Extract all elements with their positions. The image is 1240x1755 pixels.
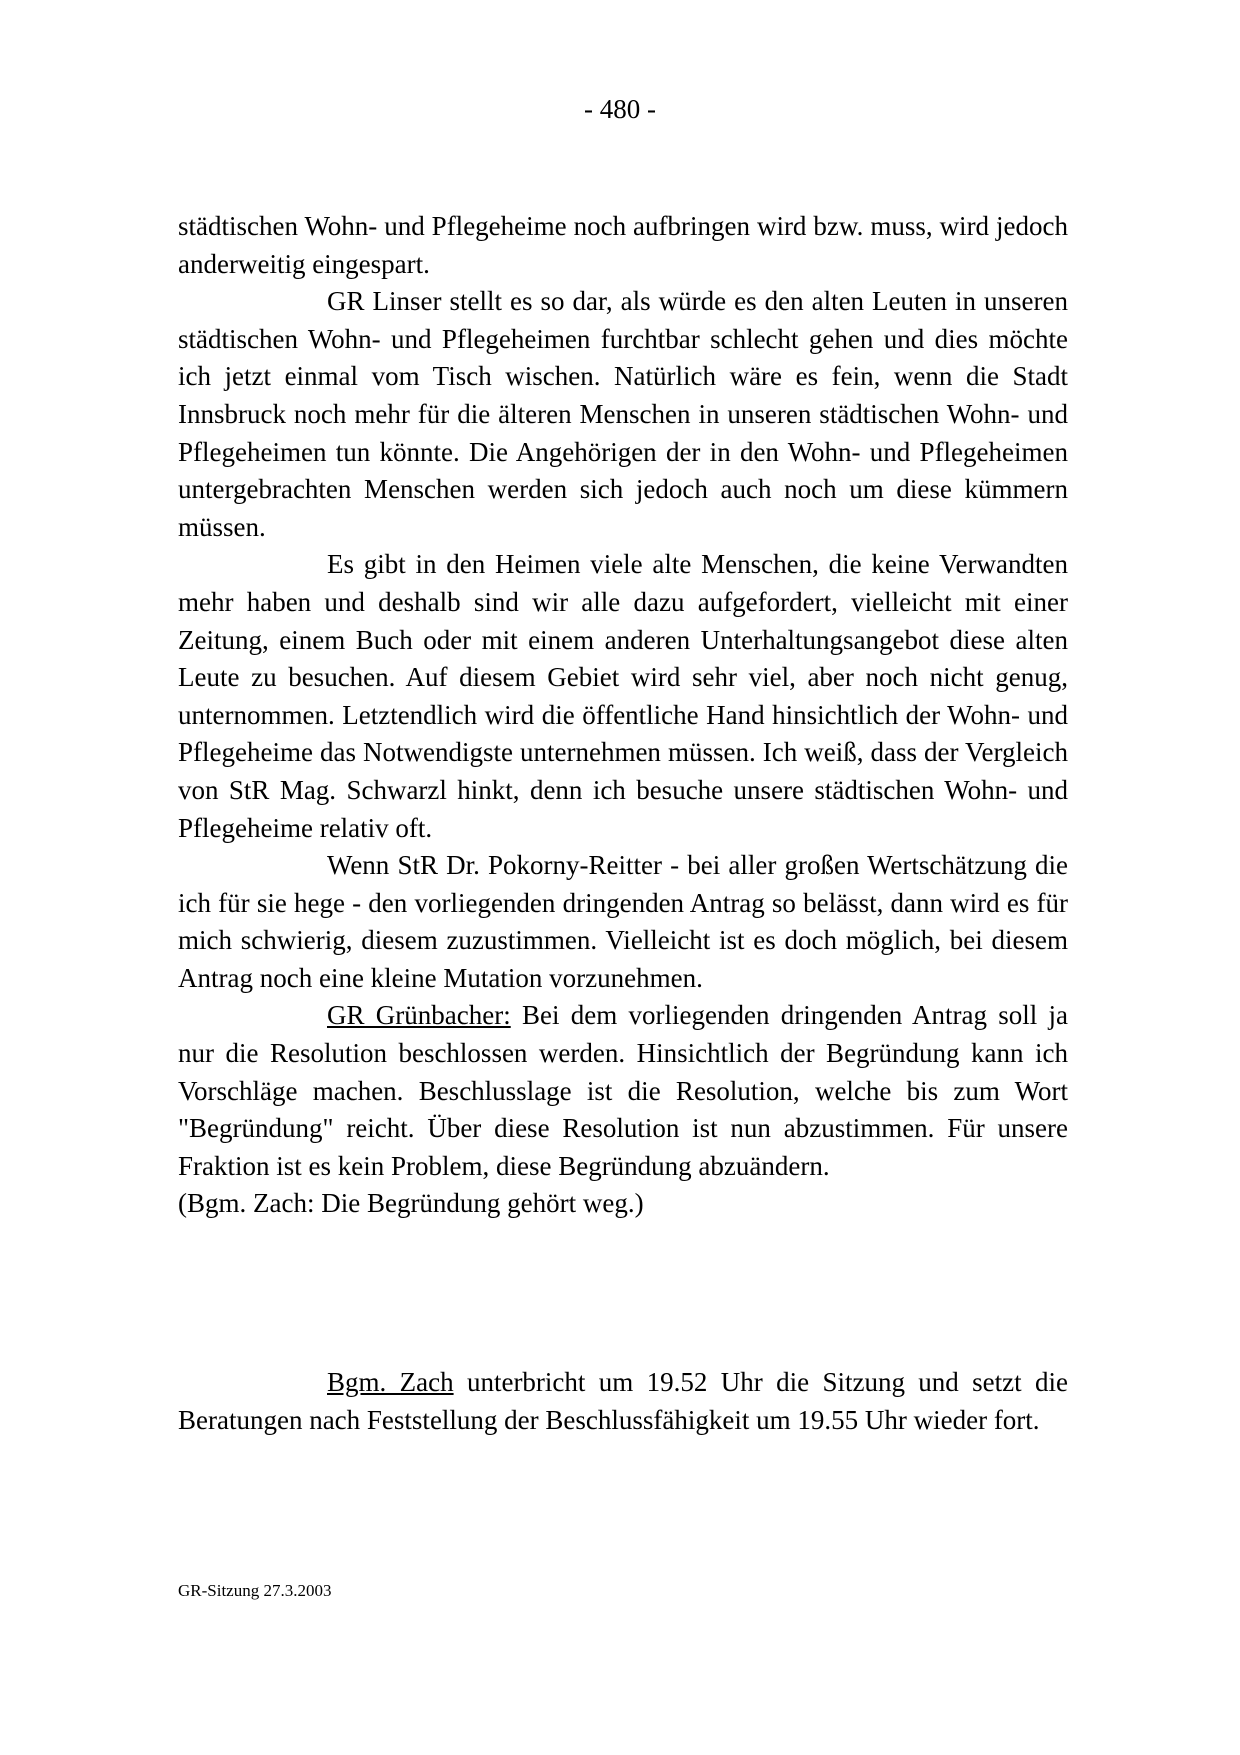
paragraph-continuation: städtischen Wohn- und Pflegeheime noch aufbringen wird bzw. muss, wird jedoch anderweitig eingespart. <box>178 211 1068 279</box>
paragraph-pokorny: Wenn StR Dr. Pokorny-Reitter - bei aller großen Wertschätzung die ich für sie hege - den vorliegenden dringenden Antrag so belässt, dann wird es für mich schwierig, diesem zuzustimmen. Vielleicht ist es doch möglich, bei diesem Antrag noch eine kleine Mutation vorzunehmen. <box>178 850 1068 993</box>
page-footer: GR-Sitzung 27.3.2003 <box>178 1581 332 1600</box>
paragraph-interjection: (Bgm. Zach: Die Begründung gehört weg.) <box>178 1188 644 1219</box>
document-body <box>178 208 1068 1223</box>
paragraph-gruenbacher <box>178 997 1068 1185</box>
session-break-text: unterbricht um 19.52 Uhr die Sitzung und setzt die Beratungen nach Feststellung der Beschlussfähigkeit um 19.55 Uhr wieder fort. <box>178 1367 1068 1435</box>
paragraph-heime: Es gibt in den Heimen viele alte Menschen, die keine Verwandten mehr haben und deshalb sind wir alle dazu aufgefordert, vielleicht mit einer Zeitung, einem Buch oder mit einem anderen Unterhaltungsangebot diese alten Leute zu besuchen. Auf diesem Gebiet wird sehr viel, aber noch nicht genug, unternommen. Letztendlich wird die öffentliche Hand hinsichtlich der Wohn- und Pflegeheime das Notwendigste unternehmen müssen. Ich weiß, dass der Vergleich von StR Mag. Schwarzl hinkt, denn ich besuche unsere städtischen Wohn- und Pflegeheime relativ oft. <box>178 549 1068 843</box>
speech-text: Bei dem vorliegenden dringenden Antrag soll ja nur die Resolution beschlossen werden. Hinsichtlich der Begründung kann ich Vorschläge machen. Beschlusslage ist die Resolution, welche bis zum Wort "Begründung" reicht. Über diese Resolution ist nun abzustimmen. Für unsere Fraktion ist es kein Problem, diese Begründung abzuändern. <box>178 1000 1068 1181</box>
speaker-name: GR Grünbacher: <box>327 1000 511 1031</box>
paragraph-session-break <box>178 1364 1068 1439</box>
page-number: - 480 - <box>584 94 656 124</box>
paragraph-linser: GR Linser stellt es so dar, als würde es den alten Leuten in unseren städtischen Wohn- und Pflegeheimen furchtbar schlecht gehen und dies möchte ich jetzt einmal vom Tisch wischen. Natürlich wäre es fein, wenn die Stadt Innsbruck noch mehr für die älteren Menschen in unseren städtischen Wohn- und Pflegeheimen tun könnte. Die Angehörigen der in den Wohn- und Pflegeheimen untergebrachten Menschen werden sich jedoch auch noch um diese kümmern müssen. <box>178 286 1068 542</box>
speaker-name: Bgm. Zach <box>327 1367 454 1397</box>
